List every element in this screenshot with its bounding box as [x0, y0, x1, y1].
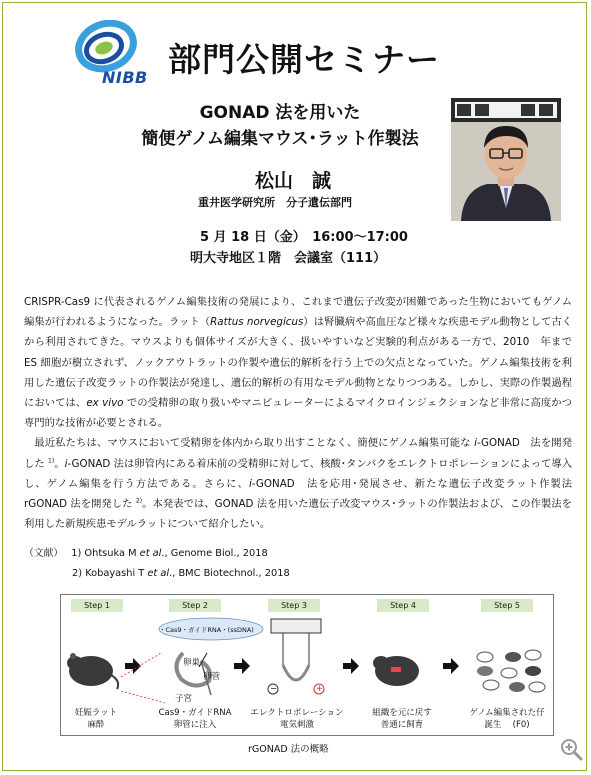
- caption-line: 誕生 (F0): [484, 720, 530, 730]
- ex-vivo-term: ex vivo: [86, 397, 124, 410]
- text-run: -GONAD 法を開発した: [24, 437, 572, 470]
- step-3-label: Step 3: [268, 599, 320, 612]
- speaker-name: 松山 誠: [255, 170, 332, 192]
- rgonad-diagram: [60, 594, 554, 736]
- text-run: 。: [54, 457, 65, 470]
- step-1-caption: [67, 707, 125, 731]
- text-run: 最近私たちは、マウスにおいて受精卵を体内から取り出すことなく、簡便にゲノム編集可能な: [34, 437, 475, 450]
- ref-author: Ohtsuka M: [84, 548, 140, 559]
- abstract: [24, 292, 583, 534]
- step-4-label: Step 4: [377, 599, 429, 612]
- step-2-label: Step 2: [169, 599, 221, 612]
- reference-1: [24, 544, 290, 564]
- pregnant-rat-illustration: [67, 653, 118, 689]
- electroporator: [271, 619, 321, 633]
- italic-i: i: [248, 477, 252, 490]
- caption-line: 普通に飼育: [380, 720, 424, 730]
- references: [24, 544, 290, 584]
- seminar-venue: 明大寺地区１階 会議室（111）: [190, 251, 387, 266]
- references-label: （文献）: [24, 548, 59, 559]
- step-2-caption: [153, 707, 237, 731]
- ref-etal: et al: [147, 568, 170, 579]
- step-1-label: Step 1: [71, 599, 123, 612]
- ref-author: Kobayashi T: [85, 568, 148, 579]
- uterus-label: 子宮: [175, 694, 193, 704]
- talk-title-line-1: GONAD 法を用いた: [199, 103, 361, 123]
- abstract-paragraph-1: [24, 292, 583, 433]
- zoom-in-icon[interactable]: [559, 737, 583, 761]
- speaker-photo: [451, 98, 561, 221]
- ref-etal: et al: [139, 548, 162, 559]
- reference-2: [24, 564, 290, 584]
- step-5-caption: [463, 707, 551, 731]
- text-run: CRISPR-Cas9 に代表されるゲノム編集技術の発展により、これまで遺伝子改変が困難であった生物においてもゲノム編集が行われるようになった。ラット（: [24, 296, 572, 329]
- step-3-caption: [247, 707, 347, 731]
- caption-line: 妊娠ラット: [74, 708, 118, 718]
- speaker-affiliation: 重井医学研究所 分子遺伝部門: [198, 196, 352, 209]
- oviduct-label: 卵管: [203, 672, 221, 682]
- citation-2: 2): [135, 497, 143, 505]
- diagram-caption: rGONAD 法の概略: [248, 744, 329, 755]
- page-title: 部門公開セミナー: [168, 40, 440, 79]
- text-run: での受精卵の取り扱いやマニピュレーターによるマイクロインジェクションなど非常に高度かつ専門的な技術が必要とされる。: [24, 397, 572, 430]
- arrow-right-icon: [443, 658, 459, 674]
- caption-line: Cas9・ガイドRNA: [158, 708, 232, 718]
- talk-title-line-2: 簡便ゲノム編集マウス･ラット作製法: [141, 129, 419, 149]
- text-run: -GONAD 法を応用･発展させ、新たな遺伝子改変ラット作製法 rGONAD 法を開発した: [24, 477, 583, 511]
- step-5-label: Step 5: [481, 599, 533, 612]
- species-name: Rattus norvegicus: [210, 316, 304, 329]
- ref-source: ., Genome Biol., 2018: [161, 548, 268, 559]
- text-run: ）は腎臓病や高血圧など様々な疾患モデル動物として古くから利用されてきた。マウスよりも個体サイズが大きく、扱いやすいなど実験的利点がある一方で、2010 年まで ES 細胞が樹立されず、ノックアウトラットの作製や遺伝的解析を行う上での欠点となっていた。ゲノム編集技術を利用した遺伝子改変ラットの作製法が発達し、遺伝的解析の有用なモデル動物となりつつある。しかし、実際の作製過程においては、: [24, 316, 583, 410]
- text-run: -GONAD 法は卵管内にある着床前の受精卵に対して、核酸･タンパクをエレクトロポレーションによって導入し、ゲノム編集を行う方法である。さらに、: [24, 457, 573, 490]
- nibb-logo: [64, 20, 154, 94]
- citation-1: 1): [48, 457, 55, 465]
- caption-line: エレクトロポレーション: [250, 708, 344, 718]
- text-run: 。本発表では、GONAD 法を用いた遺伝子改変マウス･ラットの作製法および、この作製法を利用した新規疾患モデルラットについて紹介したい。: [24, 498, 572, 531]
- abstract-paragraph-2: [24, 433, 583, 534]
- caption-line: 電気刺激: [279, 720, 314, 730]
- minus-label: −: [270, 684, 278, 694]
- arrow-right-icon: [343, 658, 359, 674]
- caption-line: ゲノム編集された仔: [469, 708, 545, 718]
- ref-source: ., BMC Biotechnol., 2018: [169, 568, 290, 579]
- seminar-date: 5 月 18 日（金） 16:00～17:00: [200, 230, 408, 245]
- caption-line: 麻酔: [87, 720, 105, 730]
- ref-number: 1): [71, 548, 82, 559]
- pups-illustration: [477, 650, 545, 692]
- ref-number: 2): [72, 568, 83, 579]
- step-4-caption: [363, 707, 441, 731]
- plus-label: +: [316, 684, 324, 694]
- italic-i: i: [64, 457, 68, 470]
- reagent-label: ・Cas9・ガイドRNA・(ssDNA): [159, 626, 254, 634]
- caption-line: 卵管に注入: [173, 720, 217, 730]
- caption-line: 組織を元に戻す: [372, 708, 432, 718]
- arrow-right-icon: [234, 658, 250, 674]
- italic-i: i: [474, 437, 477, 450]
- ovary-label: 卵巣: [183, 658, 201, 668]
- logo-text: NIBB: [102, 68, 148, 87]
